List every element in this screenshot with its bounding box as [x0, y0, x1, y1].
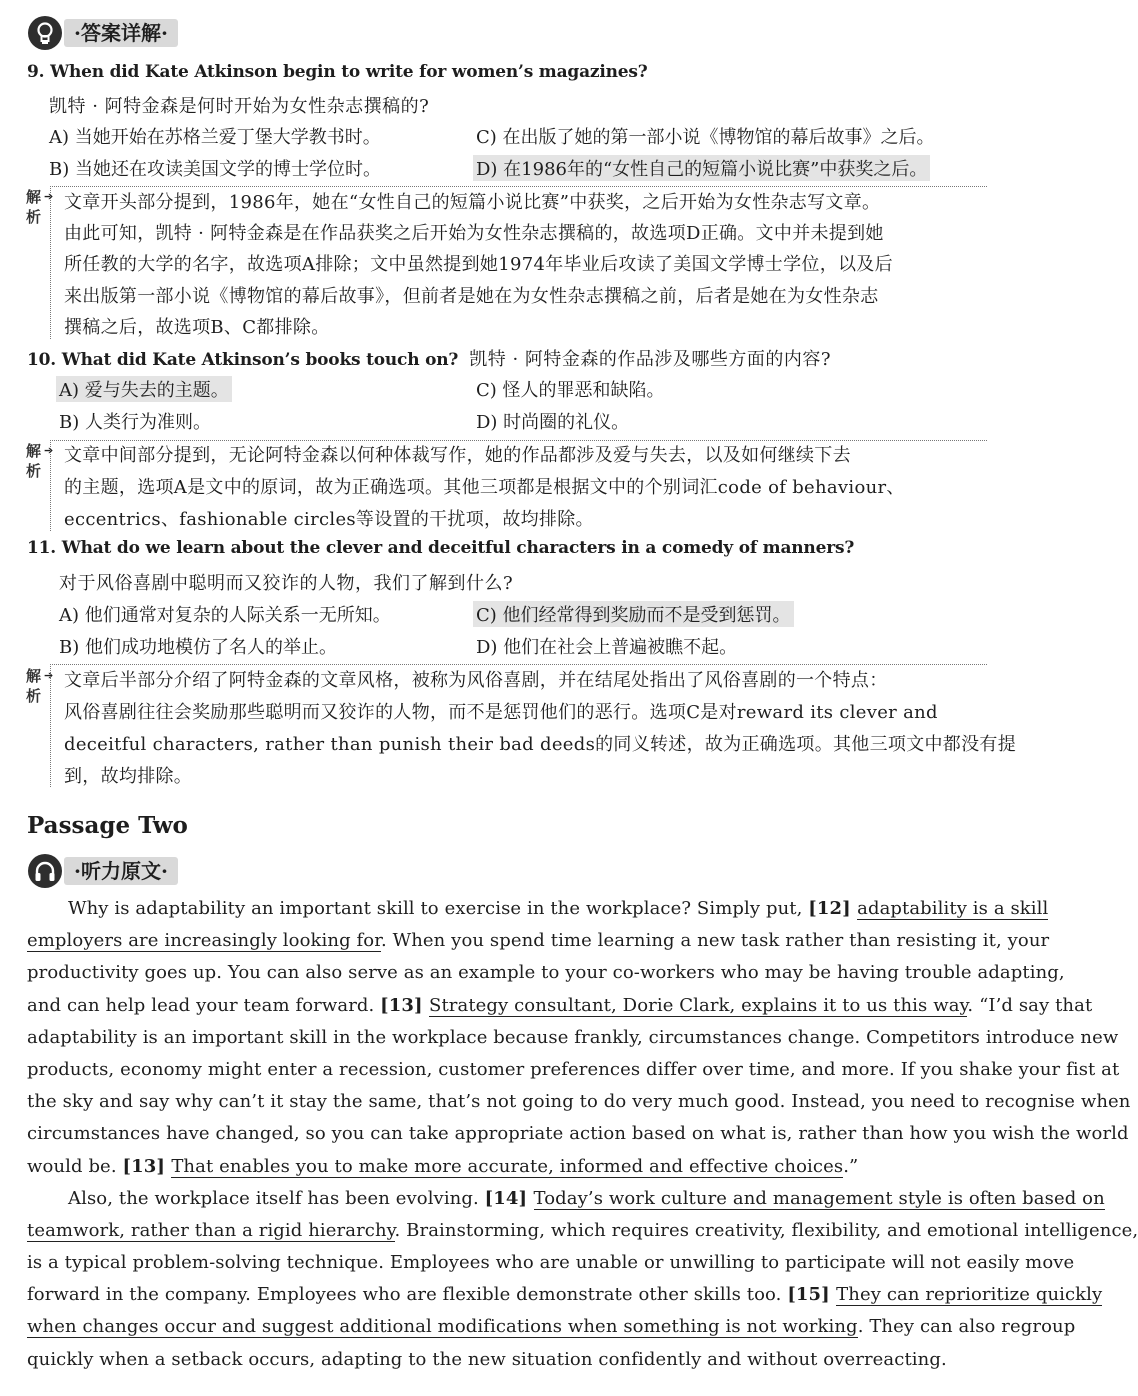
q9-option-a: A) 当她开始在苏格兰爱丁堡大学教书时。 — [49, 127, 381, 148]
transcript-line — [27, 1316, 1075, 1337]
q11-option-c: C) 他们经常得到奖励而不是受到惩罚。 — [473, 601, 794, 627]
transcript-line — [27, 1220, 1138, 1241]
explanation-label-11: 解析 — [26, 667, 42, 705]
transcript-line — [27, 930, 1049, 951]
explanation-11-line: 文章后半部分介绍了阿特金森的文章风格，被称为风俗喜剧，并在结尾处指出了风俗喜剧的一个特点： — [64, 670, 888, 691]
q10-option-a: A) 爱与失去的主题。 — [56, 376, 232, 402]
explanation-9-line: 撰稿之后，故选项B、C都排除。 — [64, 317, 330, 338]
q9-option-c: C) 在出版了她的第一部小说《博物馆的幕后故事》之后。 — [476, 127, 935, 148]
transcript-text: adaptability is an important skill in the workplace because frankly, circumstances change. Competitors introduce new — [27, 1027, 1119, 1048]
transcript-key-phrase: That enables you to make more accurate, informed and effective choices — [171, 1156, 844, 1177]
arrow-right-icon: ➔ — [44, 669, 54, 682]
lightbulb-icon — [28, 16, 62, 50]
transcript-text: . They can also regroup — [857, 1316, 1076, 1337]
transcript-marker: [12] — [808, 898, 858, 919]
transcript-text: would be. — [27, 1156, 123, 1177]
q11-option-b: B) 他们成功地模仿了名人的举止。 — [59, 637, 337, 658]
transcript-line — [27, 1252, 1074, 1273]
transcript-text: quickly when a setback occurs, adapting to the new situation confidently and without overreacting. — [27, 1349, 947, 1370]
explanation-label-10: 解析 — [26, 442, 42, 480]
explanation-10-line: 文章中间部分提到，无论阿特金森以何种体裁写作，她的作品都涉及爱与失去，以及如何继续下去 — [64, 445, 851, 466]
question-11-translation: 对于风俗喜剧中聪明而又狡诈的人物，我们了解到什么? — [59, 573, 514, 594]
transcript-key-phrase: employers are increasingly looking for — [27, 930, 381, 951]
question-9-translation: 凯特 · 阿特金森是何时开始为女性杂志撰稿的? — [49, 96, 430, 117]
q10-option-c: C) 怪人的罪恶和缺陷。 — [476, 380, 665, 401]
explanation-11-line: 到，故均排除。 — [64, 766, 193, 787]
transcript-key-phrase: Strategy consultant, Dorie Clark, explains it to us this way — [429, 995, 968, 1016]
question-10-row — [27, 345, 831, 371]
q11-option-d: D) 他们在社会上普遍被瞧不起。 — [476, 637, 738, 658]
transcript-line — [27, 1091, 1130, 1112]
section-title-transcript: ·听力原文· — [64, 857, 178, 885]
transcript-text: . When you spend time learning a new task rather than resisting it, your — [380, 930, 1050, 951]
transcript-text: . Brainstorming, which requires creativity, flexibility, and emotional intelligence, — [394, 1220, 1138, 1241]
transcript-line — [68, 898, 1048, 919]
transcript-text: is a typical problem-solving technique. Employees who are unable or unwilling to participate will not easily move — [27, 1252, 1075, 1273]
explanation-9-line: 所任教的大学的名字，故选项A排除；文中虽然提到她1974年毕业后攻读了美国文学博士学位，以及后 — [64, 254, 893, 275]
section-title-answers: ·答案详解· — [64, 19, 178, 47]
transcript-text: Why is adaptability an important skill to exercise in the workplace? Simply put, — [68, 898, 809, 919]
transcript-text: the sky and say why can’t it stay the same, that’s not going to do very much good. Instead, you need to recognise when — [27, 1091, 1131, 1112]
transcript-key-phrase: Today’s work culture and management style is often based on — [533, 1188, 1105, 1209]
transcript-line — [27, 1284, 1102, 1305]
explanation-9-line: 文章开头部分提到，1986年，她在“女性自己的短篇小说比赛”中获奖，之后开始为女性杂志写文章。 — [64, 192, 881, 213]
transcript-text: and can help lead your team forward. — [27, 995, 381, 1016]
transcript-line — [27, 1156, 858, 1177]
transcript-key-phrase: when changes occur and suggest additional modifications when something is not working — [27, 1316, 858, 1337]
explanation-9-line: 来出版第一部小说《博物馆的幕后故事》，但前者是她在为女性杂志撰稿之前，后者是她在为女性杂志 — [64, 286, 879, 307]
explanation-11-line: 风俗喜剧往往会奖励那些聪明而又狡诈的人物，而不是惩罚他们的恶行。选项C是对reward its clever and — [64, 702, 938, 723]
transcript-text: . “I’d say that — [967, 995, 1093, 1016]
headphones-icon — [28, 854, 62, 888]
question-11: 11. What do we learn about the clever and deceitful characters in a comedy of manners? — [27, 538, 855, 558]
explanation-label-9: 解析 — [26, 188, 42, 226]
explanation-9-line: 由此可知，凯特 · 阿特金森是在作品获奖之后开始为女性杂志撰稿的，故选项D正确。文中并未提到她 — [64, 223, 884, 244]
transcript-text: productivity goes up. You can also serve as an example to your co-workers who may be having trouble adapting, — [27, 962, 1065, 983]
transcript-marker: [13] — [122, 1156, 172, 1177]
q9-option-d: D) 在1986年的“女性自己的短篇小说比赛”中获奖之后。 — [473, 155, 930, 181]
question-10: 10. What did Kate Atkinson’s books touch on? — [27, 350, 459, 370]
question-9: 9. When did Kate Atkinson begin to write for women’s magazines? — [27, 62, 648, 82]
transcript-text: Also, the workplace itself has been evolving. — [68, 1188, 485, 1209]
passage-title: Passage Two — [27, 812, 188, 839]
transcript-line — [27, 1059, 1119, 1080]
arrow-right-icon: ➔ — [44, 190, 54, 203]
transcript-text: products, economy might enter a recession, customer preferences differ over time, and more. If you shake your fist at — [27, 1059, 1120, 1080]
transcript-line — [68, 1188, 1105, 1209]
transcript-line — [27, 1349, 947, 1370]
transcript-marker: [14] — [484, 1188, 534, 1209]
explanation-11-line: deceitful characters, rather than punish their bad deeds的同义转述，故为正确选项。其他三项文中都没有提 — [64, 734, 1016, 755]
question-10-translation: 凯特 · 阿特金森的作品涉及哪些方面的内容? — [469, 349, 832, 370]
explanation-10-line: 的主题，选项A是文中的原词，故为正确选项。其他三项都是根据文中的个别词汇code of behaviour、 — [64, 477, 905, 498]
q10-option-b: B) 人类行为准则。 — [59, 412, 211, 433]
explanation-10-line: eccentrics、fashionable circles等设置的干扰项，故均排除。 — [64, 509, 594, 530]
transcript-text: circumstances have changed, so you can take appropriate action based on what is, rather than how you wish the world — [27, 1123, 1129, 1144]
transcript-text: .” — [843, 1156, 859, 1177]
transcript-text: forward in the company. Employees who are flexible demonstrate other skills too. — [27, 1284, 788, 1305]
q10-option-d: D) 时尚圈的礼仪。 — [476, 412, 630, 433]
q9-option-b: B) 当她还在攻读美国文学的博士学位时。 — [49, 159, 381, 180]
transcript-key-phrase: adaptability is a skill — [857, 898, 1049, 919]
transcript-line — [27, 962, 1065, 983]
transcript-marker: [13] — [380, 995, 430, 1016]
transcript-key-phrase: teamwork, rather than a rigid hierarchy — [27, 1220, 395, 1241]
transcript-line — [27, 995, 1092, 1016]
transcript-line — [27, 1123, 1129, 1144]
q11-option-a: A) 他们通常对复杂的人际关系一无所知。 — [59, 605, 391, 626]
transcript-key-phrase: They can reprioritize quickly — [836, 1284, 1103, 1305]
transcript-line — [27, 1027, 1118, 1048]
arrow-right-icon: ➔ — [44, 444, 54, 457]
transcript-marker: [15] — [787, 1284, 837, 1305]
